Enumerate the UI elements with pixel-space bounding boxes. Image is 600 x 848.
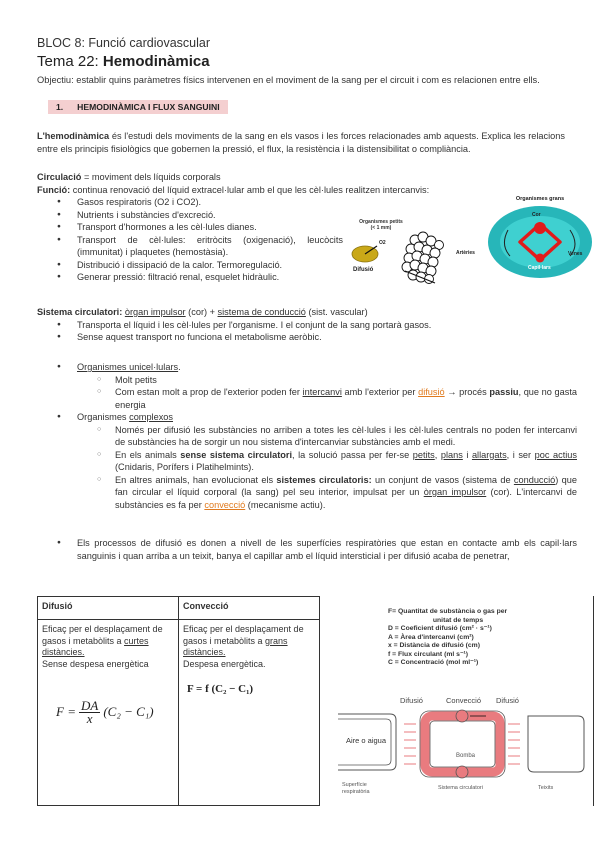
figure-legend xyxy=(388,608,528,668)
legend-line: x = Distància de difusió (cm) xyxy=(388,642,480,649)
text: un conjunt de vasos (sistema de xyxy=(371,474,514,485)
bloc-heading: BLOC 8: Funció cardiovascular xyxy=(37,36,210,50)
legend-line: f = Flux circulant (ml s⁻¹) xyxy=(388,650,469,658)
function-text: continua renovació del líquid extracel·lular amb el que les cèl·lules realitzen intercanvis: xyxy=(70,184,430,195)
formula-rhs: (C₂ − C₁) xyxy=(103,704,154,720)
veins-label: Venes xyxy=(568,251,583,257)
diffusion-caption: Difusió xyxy=(353,267,374,273)
small-title-text: Organismes petits xyxy=(359,219,403,225)
text: , que no gasta energia xyxy=(115,387,578,410)
air-water-label: Aire o aigua xyxy=(346,736,387,745)
text: (Cnidaris, Porífers i Platihelmints). xyxy=(115,462,254,472)
organisms-section xyxy=(37,361,577,511)
section-heading xyxy=(48,100,228,114)
large-organisms-title: Organismes grans xyxy=(515,196,565,202)
pump-label: Bomba xyxy=(456,753,476,759)
capillaries-label: Capil·lars xyxy=(528,265,551,271)
unicellular-suffix: . xyxy=(178,362,181,372)
circulation-term: Circulació xyxy=(37,172,82,182)
comparison-table xyxy=(37,596,320,806)
sub-item xyxy=(93,449,577,474)
table-header-row xyxy=(38,597,320,620)
list-item: ● Transport d'hormones a les cèl·lules dianes. xyxy=(53,221,343,234)
table-row xyxy=(38,620,320,806)
tissues-label: Teixits xyxy=(538,785,554,791)
organisms-list xyxy=(53,361,577,511)
text: (cor). L'intercanvi de substàncies es fa per xyxy=(115,487,577,510)
topic-title xyxy=(37,53,210,70)
sub-item: ○ Només per difusió les substàncies no arriben a totes les cèl·lules i les cèl·lules centrals no poden fer intercanvi de substàncies ha de sorgir un nou sistema d'intercanviar substàncies amb el medi. xyxy=(93,424,577,449)
diffusion-convection-figure xyxy=(338,596,594,806)
circulation-definition xyxy=(37,171,347,184)
system-part2b: (sist. vascular) xyxy=(305,307,368,317)
text: (mecanisme actiu). xyxy=(245,499,326,510)
complex-label: Organismes xyxy=(77,412,130,422)
system-part1: òrgan impulsor xyxy=(124,307,186,317)
table-cell-convection xyxy=(179,620,320,806)
respiratory-surface-label: Superfície respiratòria xyxy=(342,782,370,795)
small-subtitle-text: (< 1 mm) xyxy=(370,225,392,231)
diffusion-note-list xyxy=(53,537,577,562)
intro-text: és l'estudi dels moviments de la sang en els vasos i les forces relacionades amb aquests. Explica les relacions entre els principis fisiològics que gobernen la pressió, el flux, la resistència i la distensibilitat o compliància. xyxy=(37,131,565,154)
function-term: Funció: xyxy=(37,184,71,195)
text: ) que fan circular el líquid corporal (la sang) pel seu interior, impulsat per un xyxy=(115,474,577,497)
list-item: ● Distribució i dissipació de la calor. Termoregulació. xyxy=(53,259,343,272)
sub-item xyxy=(93,474,577,512)
unicellular-label: Organismes unicel·lulars xyxy=(77,362,179,372)
unicellular-item xyxy=(53,361,577,411)
legend-line: unitat de temps xyxy=(432,616,484,624)
formula-denominator: x xyxy=(86,710,93,726)
intro-paragraph xyxy=(37,130,565,155)
list-item: ● Transport de cèl·lules: eritròcits (oxigenació), leucòcits (immunitat) i plaquetes (hemostàsia). xyxy=(53,234,343,259)
topic-name: Hemodinàmica xyxy=(102,53,210,70)
legend-line: D = Coeficient difusió (cm² · s⁻¹) xyxy=(388,625,492,632)
topic-prefix: Tema 22: xyxy=(37,53,103,70)
underlined-text: òrgan impulsor xyxy=(423,487,487,497)
underlined-text: curtes distàncies. xyxy=(42,635,149,657)
text: Eficaç per el desplaçament de gasos i metabòlits a xyxy=(42,624,163,646)
objective-text: Objectiu: establir quins paràmetres físics intervenen en el moviment de la sang per el circuit i com es relacionen entre ells. xyxy=(37,75,540,85)
diffusion-description xyxy=(42,624,174,659)
circulatory-system-label: Sistema circulatori xyxy=(438,785,483,791)
text: Com estan molt a prop de l'exterior poden fer xyxy=(115,387,303,397)
text: amb l'exterior per xyxy=(341,387,419,397)
convection-formula: F = f (C₂ − C₁) xyxy=(187,683,254,695)
table-cell-diffusion xyxy=(38,620,179,806)
legend-line: C = Concentració (mol ml⁻¹) xyxy=(388,659,479,666)
formula-lhs: F = xyxy=(56,704,76,720)
complex-sublist xyxy=(93,424,577,512)
unicellular-sublist xyxy=(93,374,577,412)
bold-text: sense sistema circulatori xyxy=(180,449,293,460)
section-title: HEMODINÀMICA I FLUX SANGUINI xyxy=(77,102,220,112)
complex-item xyxy=(53,411,577,511)
function-list xyxy=(53,196,343,284)
text: i xyxy=(462,449,472,460)
circulatory-system-definition xyxy=(37,306,577,319)
convection-energy: Despesa energètica. xyxy=(183,658,266,669)
o2-label: O2 xyxy=(379,240,386,246)
table-header-diffusion: Difusió xyxy=(38,597,179,620)
underlined-text: plans xyxy=(440,449,463,460)
system-term: Sistema circulatori: xyxy=(37,307,123,317)
text: En altres animals, han evolucionat els xyxy=(115,474,277,485)
arteries-label: Artèries xyxy=(456,250,475,256)
text: Eficaç per el desplaçament de gasos i metabòlits a xyxy=(183,624,304,646)
system-part2: sistema de conducció xyxy=(217,307,306,317)
heart-label: Cor xyxy=(532,212,541,218)
section-number: 1. xyxy=(56,102,64,112)
underlined-text: grans distàncies. xyxy=(183,635,288,657)
underlined-text: poc actius xyxy=(534,449,577,460)
diffusion-link[interactable]: difusió xyxy=(418,387,445,397)
diffusion-cell-illustration xyxy=(343,205,448,285)
underlined-text: allargats xyxy=(471,449,507,460)
intro-term: L'hemodinàmica xyxy=(37,131,110,141)
complex-label-underlined: complexos xyxy=(129,412,174,422)
formula-numerator: DA xyxy=(80,698,99,713)
text: , la solució passa per fer-se xyxy=(292,449,413,460)
text: → procés xyxy=(444,387,490,397)
legend-line: A = Àrea d'intercanvi (cm²) xyxy=(388,633,474,641)
legend-line: F= Quantitat de substància o gas per xyxy=(388,608,508,615)
underlined-text: petits xyxy=(412,449,435,460)
bold-text: passiu xyxy=(489,387,519,397)
text: , i ser xyxy=(506,449,535,460)
list-item: ● Gasos respiratoris (O2 i CO2). xyxy=(53,196,343,209)
text: En els animals xyxy=(115,449,181,460)
text: , xyxy=(434,449,441,460)
list-item: ● Sense aquest transport no funciona el metabolisme aeròbic. xyxy=(53,331,577,344)
function-line xyxy=(37,184,430,197)
circulatory-system-section xyxy=(37,306,577,344)
list-item: ● Generar pressió: filtració renal, esquelet hidràulic. xyxy=(53,271,343,284)
convection-link[interactable]: convecció xyxy=(204,499,246,510)
large-organisms-figure xyxy=(480,190,600,280)
list-item: ● Transporta el líquid i les cèl·lules per l'organisme. I el conjunt de la sang portarà gasos. xyxy=(53,319,577,332)
top-label-convection: Convecció xyxy=(446,696,482,705)
underlined-text: conducció xyxy=(513,474,556,485)
circulation-def: = moviment dels líquids corporals xyxy=(81,172,221,182)
top-label-diffusion-left: Difusió xyxy=(400,696,423,705)
formula-fraction xyxy=(79,700,100,724)
diffusion-note-section xyxy=(37,537,577,562)
system-list xyxy=(53,319,577,344)
fick-formula xyxy=(56,700,174,724)
convection-description xyxy=(183,624,315,659)
sub-item xyxy=(93,386,577,411)
underlined-text: intercanvi xyxy=(302,387,342,397)
bold-text: sistemes circulatoris: xyxy=(276,474,372,485)
list-item: ● Nutrients i substàncies d'excreció. xyxy=(53,209,343,222)
system-part1b: (cor) + xyxy=(185,307,218,317)
table-header-convection: Convecció xyxy=(179,597,320,620)
list-item: ● Els processos de difusió es donen a nivell de les superfícies respiratòries que estan en contacte amb els capil·lars sanguinis i quan arriba a un teixit, banya el capillar amb el líquid intersticial i per difusió acaba de penetrar, xyxy=(53,537,577,562)
sub-item: ○ Molt petits xyxy=(93,374,577,387)
small-organisms-figure xyxy=(343,205,448,285)
top-label-diffusion-right: Difusió xyxy=(496,696,519,705)
diffusion-energy: Sense despesa energètica xyxy=(42,658,149,669)
